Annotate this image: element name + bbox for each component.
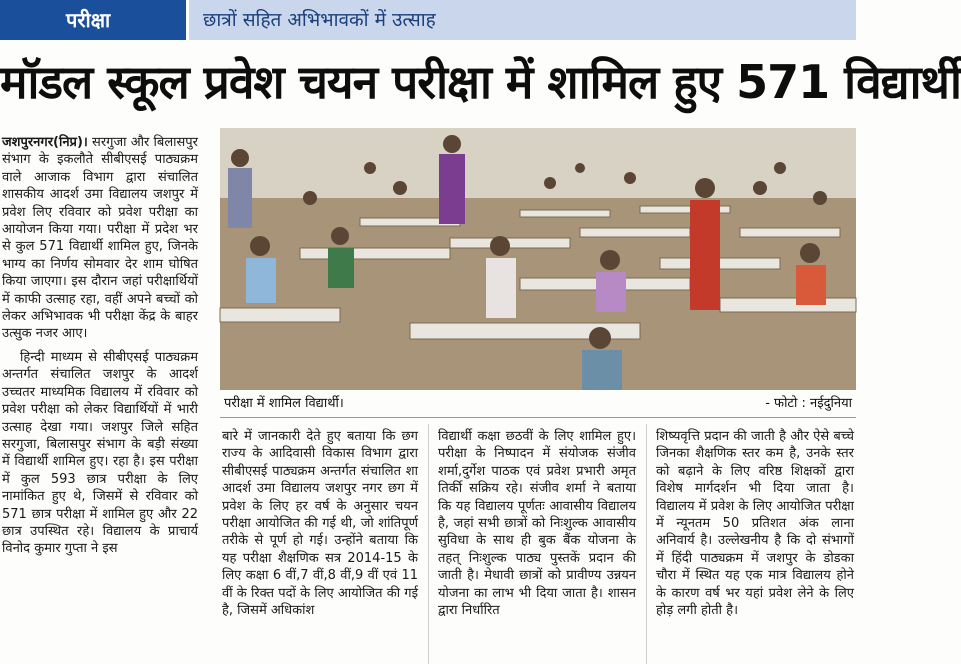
paragraph-2: हिन्दी माध्यम से सीबीएसई पाठ्यक्रम अन्तर्गत संचालित जशपुर के आदर्श उच्चतर माध्यमिक विद्यालय में रविवार को प्रवेश परीक्षा को लेकर विद्यार्थियों में भारी उत्साह देखा गया। जशपुर जिले सहित सरगुजा, बिलासपुर संभाग के बड़ी संख्या में विद्यार्थी शामिल हुए। रहा है। इस परीक्षा में कुल 593 छात्र परीक्षा के लिए नामांकित हुए थे, जिसमें से रविवार को 571 छात्र परीक्षा में शामिल हुए और 22 छात्र उपस्थित रहे। विद्यालय के प्राचार्य विनोद कुमार गुप्ता ने इस	[2, 349, 198, 557]
photo-credit: - फोटो : नईदुनिया	[765, 396, 852, 411]
section-tag: परीक्षा	[0, 0, 186, 40]
dateline: जशपुरनगर(निप्र)।	[2, 135, 88, 150]
lead-paragraph	[2, 134, 198, 343]
lead-text: सरगुजा और बिलासपुर संभाग के इकलौते सीबीएसई पाठ्यक्रम वाले आजाक विभाग द्वारा संचालित शासकीय आदर्श उमा विद्यालय जशपुर में प्रवेश लिए रविवार को प्रवेश परीक्षा का आयोजन किया गया। परीक्षा में प्रदेश भर से कुल 571 विद्यार्थी शामिल हुए, जिनके भाग्य का निर्णय सोमवार देर शाम घोषित किया जाएगा। इस दौरान जहां परीक्षार्थियों में काफी उत्साह रहा, वहीं अपने बच्चों को लेकर अभिभावक भी परीक्षा केंद्र के बाहर उत्सुक नजर आए।	[2, 135, 198, 342]
article-column-3	[438, 428, 636, 619]
photo-caption-bar	[220, 391, 856, 418]
article-topbar	[0, 0, 856, 40]
column-2-text: बारे में जानकारी देते हुए बताया कि छग राज्य के आदिवासी विकास विभाग द्वारा सीबीएसई पाठ्यक्रम अन्तर्गत संचालित शा आदर्श उमा विद्यालय जशपुर नगर छग में प्रवेश के लिए हर वर्ष के अनुसार चयन परीक्षा आयोजित की गई थी, जो शांतिपूर्ण तरीके से पूर्ण हो गई। उन्होंने बताया कि यह परीक्षा शैक्षणिक सत्र 2014-15 के लिए कक्षा 6 वीं,7 वीं,8 वीं,9 वीं एवं 11 वीं के रिक्त पदों के लिए आयोजित की गई है, जिसमें अधिकांश	[222, 429, 418, 619]
photo-caption: परीक्षा में शामिल विद्यार्थी।	[224, 396, 344, 411]
column-divider	[428, 424, 429, 664]
kicker-box	[189, 0, 856, 40]
article-column-4	[656, 428, 854, 619]
article-column-1	[2, 134, 198, 558]
column-divider	[646, 424, 647, 664]
article-column-2	[222, 428, 418, 619]
column-3-text: विद्यार्थी कक्षा छठवीं के लिए शामिल हुए। परीक्षा के निष्पादन में संयोजक संजीव शर्मा,दुर्गेश पाठक एवं प्रवेश प्रभारी अमृत तिर्की सक्रिय रहे। संजीव शर्मा ने बताया कि यह विद्यालय पूर्णतः आवासीय विद्यालय है, जहां सभी छात्रों को निःशुल्क आवासीय सुविधा के साथ ही बुक बैंक योजना के तहत् निःशुल्क पाठ्य पुस्तकें प्रदान की जाती है। मेधावी छात्रों को प्रावीण्य उन्नयन योजना का लाभ भी दिया जाता है। शासन द्वारा निर्धारित	[438, 429, 636, 619]
headline: मॉडल स्कूल प्रवेश चयन परीक्षा में शामिल हुए 571 विद्यार्थी	[0, 55, 961, 109]
classroom-photo-illustration	[220, 128, 856, 390]
kicker: छात्रों सहित अभिभावकों में उत्साह	[203, 9, 436, 31]
column-4-text: शिष्यवृत्ति प्रदान की जाती है और ऐसे बच्चे जिनका शैक्षणिक स्तर कम है, उनके स्तर को बढ़ाने के लिए वरिष्ठ शिक्षकों द्वारा विशेष मार्गदर्शन भी दिया जाता है। विद्यालय में प्रवेश के लिए आयोजित परीक्षा में न्यूनतम 50 प्रतिशत अंक लाना अनिवार्य है। उल्लेखनीय है कि दो संभागों में हिंदी पाठ्यक्रम में जशपुर के डोडका चौरा में स्थित यह एक मात्र विद्यालय होने के कारण वर्ष भर यहां प्रवेश लेने के लिए होड़ लगी होती है।	[656, 429, 854, 619]
article-photo	[220, 128, 856, 390]
